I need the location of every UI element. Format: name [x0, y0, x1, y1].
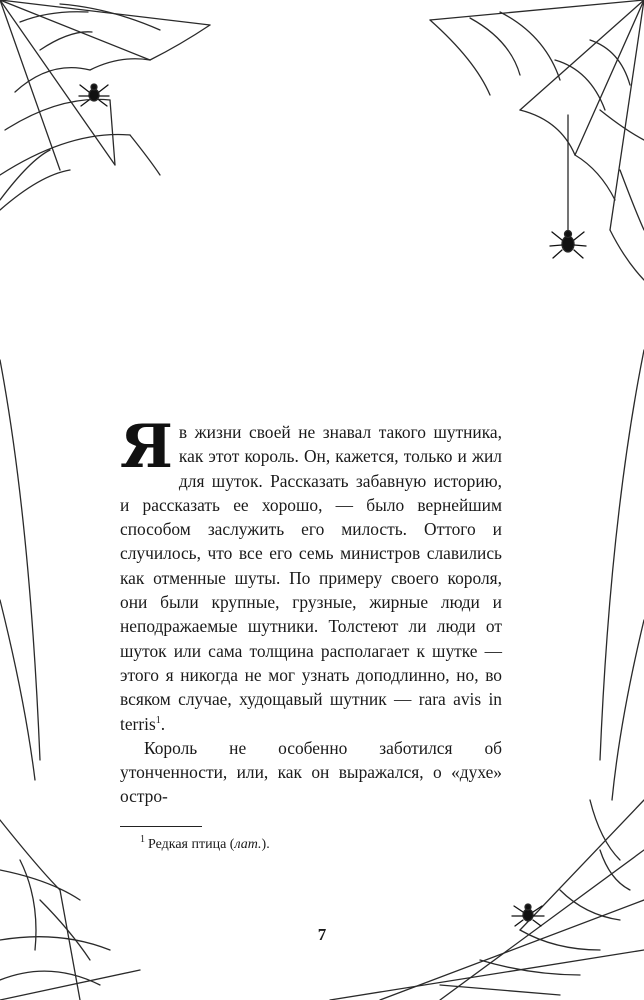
bottom-spider-icon — [512, 904, 544, 926]
footnote-reference[interactable]: 1 — [155, 714, 161, 726]
footnote-mark: 1 — [140, 834, 145, 846]
paragraph-2: Король не особенно заботился об утонченности, или, как он выражался, о «духе» остро- — [120, 737, 502, 807]
drop-cap: Я — [120, 412, 173, 482]
footnote-text-before: Редкая птица ( — [148, 837, 235, 852]
footnote-text-italic: лат. — [234, 837, 262, 852]
footnote-divider — [120, 826, 202, 827]
paragraph-1-end: . — [160, 713, 166, 734]
paragraph-1 — [120, 412, 502, 736]
spider-icon — [79, 84, 109, 106]
page-number: 7 — [317, 925, 327, 944]
body-text — [120, 412, 502, 809]
footnote — [140, 836, 500, 854]
left-cobweb — [0, 360, 140, 1000]
top-right-cobweb — [430, 0, 644, 280]
hanging-spider-icon — [550, 231, 586, 259]
footnote-text-after: ). — [261, 837, 270, 852]
paragraph-1-text: в жизни своей не знавал такого шутника, как этот король. Он, кажется, только и жил для шуток. Рассказать забавную историю, и рассказать ее хорошо, — было вернейшим способом заслужить его милость. Оттого и случилось, что все его семь министров славились как отменные шуты. По примеру своего короля, они были крупные, грузные, жирные люди и неподражаемые шутники. Толстеют ли люди от шуток или сама толщина располагает к шутке — этого я никогда не мог узнать доподлинно, но, во всяком случае, худощавый шутник — rara avis in terris — [120, 422, 502, 734]
